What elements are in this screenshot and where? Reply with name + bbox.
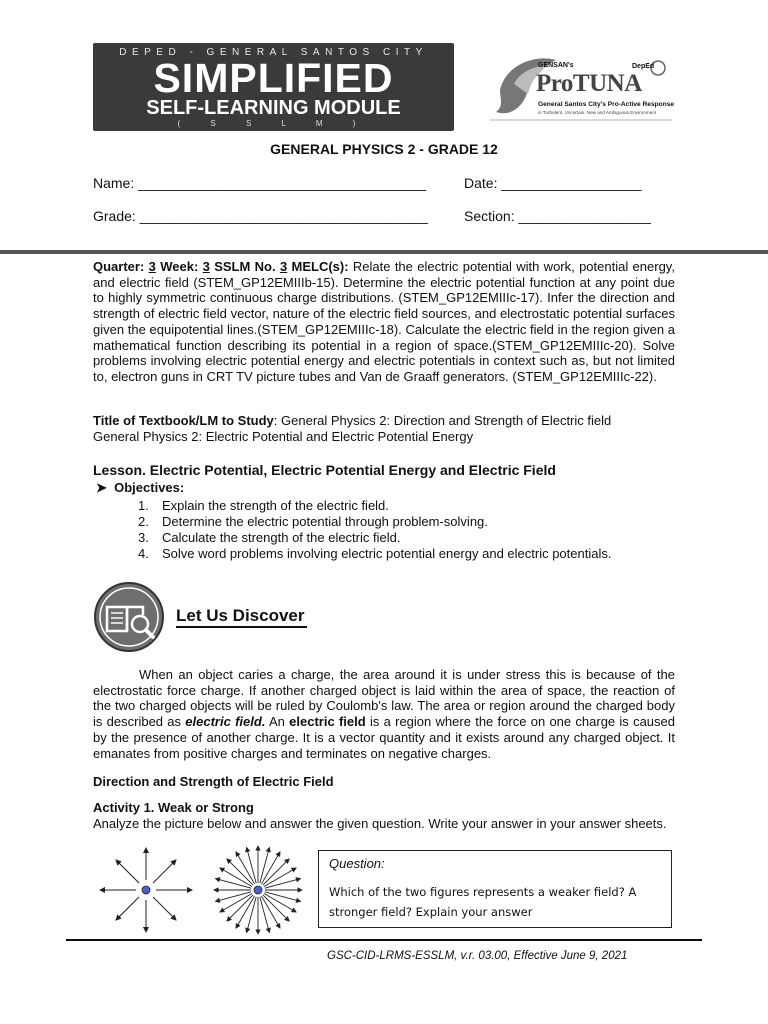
- footer-text: GSC-CID-LRMS-ESSLM, v.r. 03.00, Effective June 9, 2021: [327, 950, 628, 962]
- week-value: 3: [202, 259, 210, 274]
- name-field: Name: _____________________________________: [93, 175, 427, 191]
- activity-instructions: Analyze the picture below and answer the given question. Write your answer in your answer sheets.: [93, 816, 667, 831]
- objective-item: 3. Calculate the strength of the electric field.: [138, 530, 401, 545]
- let-us-discover-title: Let Us Discover: [176, 606, 307, 628]
- arrow-bullet-icon: ➤: [96, 480, 115, 495]
- electric-field-bold: electric field: [289, 714, 366, 730]
- logo-deped-text: DepEd: [632, 63, 655, 70]
- field-line: [227, 895, 253, 921]
- objective-item: 4. Solve word problems involving electric potential energy and electric potentials.: [138, 546, 612, 561]
- footer-divider: [66, 939, 702, 941]
- sslm-banner: [93, 43, 454, 131]
- date-field: Date: __________________: [464, 175, 642, 191]
- quarter-label: Quarter:: [93, 259, 145, 274]
- grade-field: Grade: _____________________________________: [93, 208, 428, 224]
- sslm-value: 3: [279, 259, 288, 274]
- week-label: Week:: [160, 259, 199, 274]
- electric-field-term: electric field.: [185, 714, 266, 730]
- weak-field-diagram: [96, 842, 196, 942]
- protuna-logo: [486, 50, 676, 130]
- field-line: [263, 895, 289, 921]
- textbook-block: [93, 413, 675, 444]
- objectives-heading: [96, 480, 184, 496]
- objective-item: 2. Determine the electric potential through problem-solving.: [138, 514, 488, 529]
- field-line: [263, 859, 289, 885]
- melc-text: Relate the electric potential with work, potential energy, and electric field (STEM_GP12EMIIIb-15). Determine the electric potential function at any point due to highly symmetric continuous charge distributions. (STEM_GP12EMIIIc-17). Infer the direction and strength of electric field vector, nature of the electric field sources, and electrostatic potential surfaces given the equipotential lines.(STEM_GP12EMIIIc-18). Calculate the electric field in the region given a mathematical function describing its potential in a region of space.(STEM_GP12EMIIIc-20). Solve problems involving electric potential energy and electric potentials in context such as, but not limited to, electron guns in CRT TV picture tubes and Van de Graaff generators. (STEM_GP12EMIIIc-22).: [93, 259, 675, 384]
- question-label: Question:: [329, 856, 385, 871]
- strong-field-diagram: [210, 842, 306, 942]
- logo-brand: ProTUNA: [536, 70, 642, 97]
- book-magnifier-icon: [93, 581, 165, 653]
- page-title: GENERAL PHYSICS 2 - GRADE 12: [270, 141, 498, 157]
- lesson-title: Lesson. Electric Potential, Electric Potential Energy and Electric Field: [93, 462, 556, 478]
- melc-label: MELC(s):: [291, 259, 349, 274]
- section-heading: Direction and Strength of Electric Field: [93, 774, 334, 789]
- banner-sub-text: SELF-LEARNING MODULE: [146, 97, 401, 119]
- discover-paragraph: When an object caries a charge, the area around it is under stress this is because of the electrostatic force charge. If another charged object is laid within the area of space, the reaction of the two charged objects will be ruled by Coulomb's law. The area or region around the charged body is described as electric field. An electric field is a region where the force on one charge is caused by the presence of another charge. It is a vector quantity and it exists around any charged object. It emanates from positive charges and terminates on negative charges.: [93, 667, 675, 761]
- logo-small-text: GENSAN's: [538, 62, 574, 69]
- sslm-label: SSLM No.: [214, 259, 276, 274]
- banner-top-text: DEPED - GENERAL SANTOS CITY: [119, 47, 428, 58]
- quarter-value: 3: [148, 259, 156, 274]
- banner-main-text: SIMPLIFIED: [153, 55, 394, 101]
- banner-acronym: ( S S L M ): [177, 119, 370, 128]
- logo-tagline-2: in Turbulent, Uncertain, New and Ambiguous Environment: [538, 110, 656, 115]
- header-divider: [0, 250, 768, 254]
- objective-item: 1. Explain the strength of the electric field.: [138, 498, 389, 513]
- question-text: Which of the two figures represents a weaker field? A stronger field? Explain your answer: [329, 885, 637, 919]
- logo-tagline: General Santos City's Pro-Active Response: [538, 101, 675, 108]
- textbook-line-2: General Physics 2: Electric Potential and Electric Potential Energy: [93, 428, 474, 444]
- objectives-label: Objectives:: [114, 480, 185, 495]
- melc-paragraph: [93, 259, 675, 385]
- section-field: Section: _________________: [464, 208, 651, 224]
- textbook-label: Title of Textbook/LM to Study: [93, 413, 274, 428]
- textbook-line-1: : General Physics 2: Direction and Strength of Electric field: [273, 413, 612, 428]
- field-line: [227, 859, 253, 885]
- activity-title: Activity 1. Weak or Strong: [93, 800, 254, 815]
